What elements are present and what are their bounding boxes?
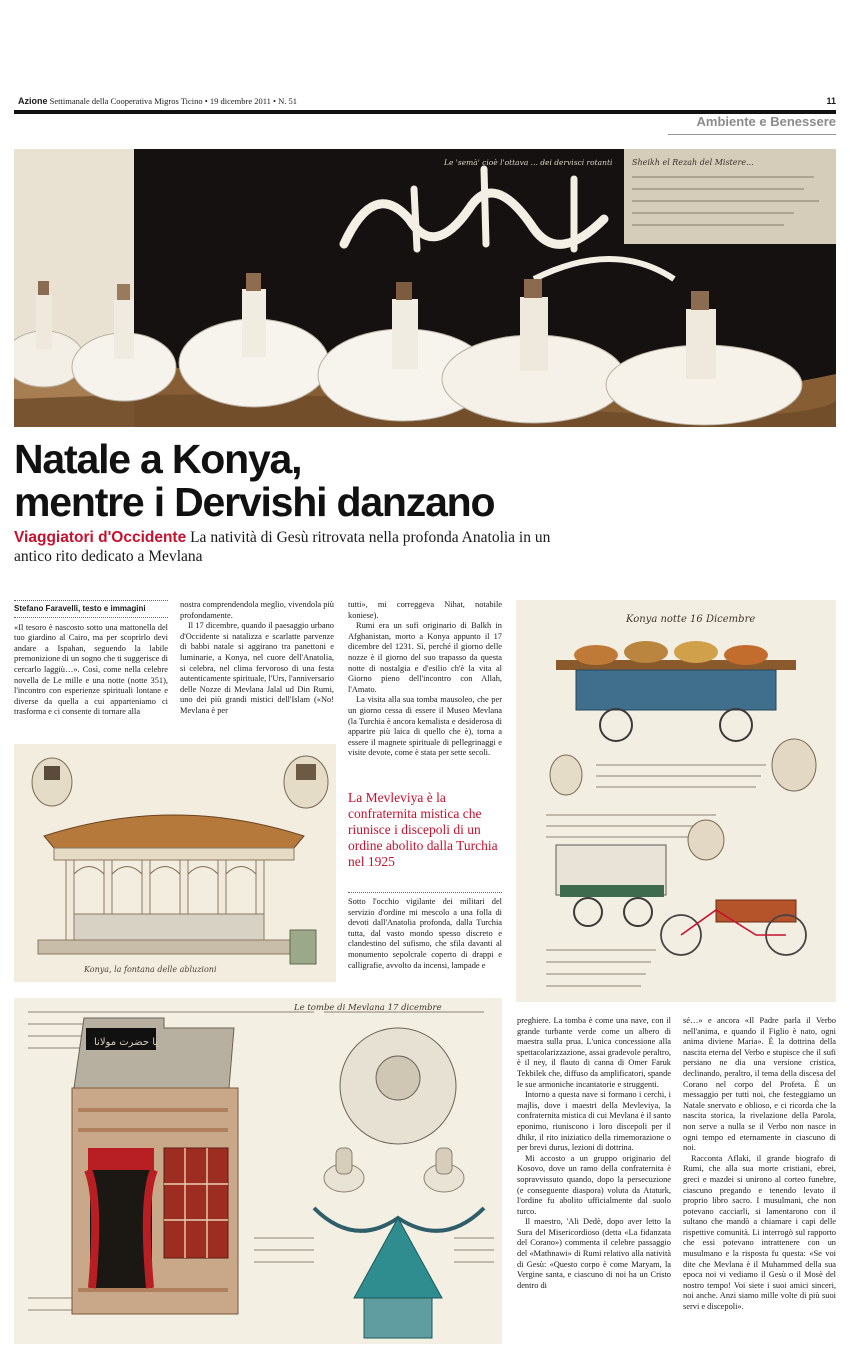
subhead-kicker: Viaggiatori d'Occidente bbox=[14, 529, 187, 546]
fountain-drawing bbox=[14, 744, 336, 982]
fountain-caption: Konya, la fontana delle abluzioni bbox=[84, 965, 217, 974]
col3-paragraph-2: Rumi era un sufi originario di Balkh in Afghanistan, morto a Konya appunto il 17 dicembre del 1231. Sì, perché il giorno delle nozze è il giorno del suo trapasso da questa notte di nostalgia e d'esilio ch'è la vita al Giorno pieno dell'incontro con Allah, l'Amato. bbox=[348, 621, 502, 694]
issue-meta: Settimanale della Cooperativa Migros Ticino • 19 dicembre 2011 • N. 51 bbox=[49, 96, 298, 106]
note-right: Sheikh el Rezah del Mistere... bbox=[632, 158, 754, 167]
col1-paragraph: «Il tesoro è nascosto sotto una mattonella del tuo giardino al Cairo, ma per scoprirlo devi andare a Ispahan, seguendo la labile premonizione di un sogno che ti suggerisce di cercarlo laggiù…». Così, come nella celebre novella de Le mille e una notte (notte 351), l'incontro con esperienze spirituali lontane e diverse da quella a cui apparteniamo ci trasforma e ci consente di tornare alla bbox=[14, 622, 168, 717]
mausoleum-sign: يا حضرت مولانا bbox=[94, 1037, 159, 1048]
mausoleum-drawing bbox=[14, 998, 502, 1344]
col4-paragraph-2: Intorno a questa nave si formano i cerchi, i majlis, dove i maestri della Mevleviya, la confraternita mistica di cui Mevlana è il santo eponimo, riuniscono i loro discepoli per il dhikr, il rito iniziatico della rimemorazione o per brevi durus, lezioni di dottrina. bbox=[517, 1090, 671, 1153]
mausoleum-caption: Le tombe di Mevlana 17 dicembre bbox=[294, 1003, 442, 1013]
stamp-icon bbox=[290, 930, 316, 964]
subheadline bbox=[14, 528, 584, 566]
section-rule bbox=[668, 134, 836, 135]
headline-line2: mentre i Dervishi danzano bbox=[14, 479, 495, 525]
article-column-5 bbox=[683, 1016, 836, 1313]
fountain-illustration bbox=[14, 744, 336, 982]
headline-line1: Natale a Konya, bbox=[14, 436, 302, 482]
street-carts-illustration bbox=[516, 600, 836, 1002]
note-top: Le 'semà' cioè l'ottava ... dei dervisci rotanti bbox=[444, 158, 613, 167]
col2-paragraph-1: nostra comprendendola meglio, vivendola più profondamente. bbox=[180, 600, 334, 620]
col3-paragraph-1: tutti», mi correggeva Nihat, notabile koniese). bbox=[348, 600, 502, 620]
col5-paragraph-1: sé…» e ancora «Il Padre parla il Verbo nell'anima, e quando il Figlio è nato, ogni anima diviene Maria». È la dottrina della nascita eterna del Verbo e stupisce che il sufi persiano ne dia una versione cristica, declinando, peraltro, il tema della discesa del Corano nel corpo del Profeta. È un messaggio per tutti noi, che festeggiamo un Natale snervato e oblioso, e ci ricorda che la nascita storica, la rivelazione della Parola, non serve a nulla se il Verbo non nasce in ogni tempo ed eternamente in ciascuno di noi. bbox=[683, 1016, 836, 1153]
article-column-3b bbox=[348, 892, 502, 971]
col4-paragraph-4: Il maestro, 'Ali Dedè, dopo aver letto la Sura del Misericordioso (detta «La fidanzata del Corano») commenta il celebre passaggio del «Mathnawi» di Rumi relativo alla natività di Gesù: «Questo corpo è come Maryam, la Vergine santa, e ciascuno di noi ha un Cristo dentro di bbox=[517, 1217, 671, 1290]
publication-name: Azione bbox=[18, 96, 48, 106]
col2-paragraph-2: Il 17 dicembre, quando il paesaggio urbano d'Occidente si natalizza e scarlatte parvenze di babbi natale si aggirano tra panettoni e luminarie, a Konya, nel cuore dell'Anatolia, si celebra, nel clima fervoroso di una festa autenticamente spirituale, l'Urs, l'anniversario delle Nozze di Mevlana Jalal ud Din Rumi, uno dei più grandi mistici dell'Islam («No! Mevlana è per bbox=[180, 621, 334, 715]
byline: Stefano Faravelli, testo e immagini bbox=[14, 600, 168, 618]
article-column-1 bbox=[14, 600, 168, 718]
carts-title: Konya notte 16 Dicembre bbox=[626, 614, 756, 625]
headline bbox=[14, 438, 654, 524]
cart-body bbox=[576, 670, 776, 710]
article-column-2 bbox=[180, 600, 334, 717]
pull-quote: La Mevleviya è la confraternita mistica che riunisce i discepoli di un ordine abolito dalla Turchia nel 1925 bbox=[348, 790, 498, 869]
carts-drawing bbox=[516, 600, 836, 1002]
bicycle-basket bbox=[716, 900, 796, 922]
col3-paragraph-3: La visita alla sua tomba mausoleo, che per un giorno cessa di essere il Museo Mevlana (la Turchia è ancora kemalista e desiderosa di apparire più laica di quello che è), torna a essere il magnete spirituale di pellegrinaggi e visite devote, come è stata per sette secoli. bbox=[348, 695, 502, 758]
article-column-4 bbox=[517, 1016, 671, 1291]
col3b-paragraph: Sotto l'occhio vigilante dei militari del servizio d'ordine mi mescolo a una folla di devoti dall'Anatolia profonda, dalla Turchia tutta, dal vasto mondo spesso discreto e clandestino del sufismo, che sfila davanti al monumento sepolcrale coperto di drappi e calligrafie, avvolto da incensi, lampade e bbox=[348, 897, 502, 970]
col4-paragraph-1: preghiere. La tomba è come una nave, con il grande turbante verde come un albero di maestra sulla prua. L'unica concessione alla spettacolarizzazione, assai gradevole peraltro, è il ney, il flauto di canna di Omer Faruk Tekbilek che, diffuso da amplificatori, spande le sue armoniche incantatorie e struggenti. bbox=[517, 1016, 671, 1089]
subhead-text: La natività di Gesù ritrovata nella profonda Anatolia in un antico rito dedicato a Mevlana bbox=[14, 529, 551, 565]
article-column-3 bbox=[348, 600, 502, 759]
page-header bbox=[18, 96, 836, 110]
col5-paragraph-2: Racconta Aflaki, il grande biografo di Rumi, che alla sua morte cristiani, ebrei, greci e mazdei si unirono al corteo funebre, ciascuno pregando e tenendo levato il proprio libro sacro. I musulmani, che non potevano cacciarli, si lamentarono con il sultano che mandò a chiamare i capi delle rispettive comunità. Li interrogò sul rapporto che essi potevano intrattenere con un musulmano e la risposta fu questa: «Se voi dite che Mevlana è il Muhammed della sua epoca noi vi vediamo il Gesù o il Mosè del nostro tempo! Voi siete i suoi amici sinceri, noi anche. Anzi siamo mille volte di più suoi servi e discepoli». bbox=[683, 1153, 836, 1312]
page-number: 11 bbox=[826, 96, 836, 106]
hero-illustration bbox=[14, 149, 836, 427]
section-title: Ambiente e Benessere bbox=[696, 114, 836, 129]
mausoleum-illustration bbox=[14, 998, 502, 1344]
col4-paragraph-3: Mi accosto a un gruppo originario del Kosovo, dove un ramo della confraternita è sopravvissuto quando, dopo la persecuzione (e conseguente diaspora) voluta da Ataturk, l'ordine fu abolito ufficialmente dal suolo turco. bbox=[517, 1153, 671, 1216]
dervishes-painting bbox=[14, 149, 836, 427]
